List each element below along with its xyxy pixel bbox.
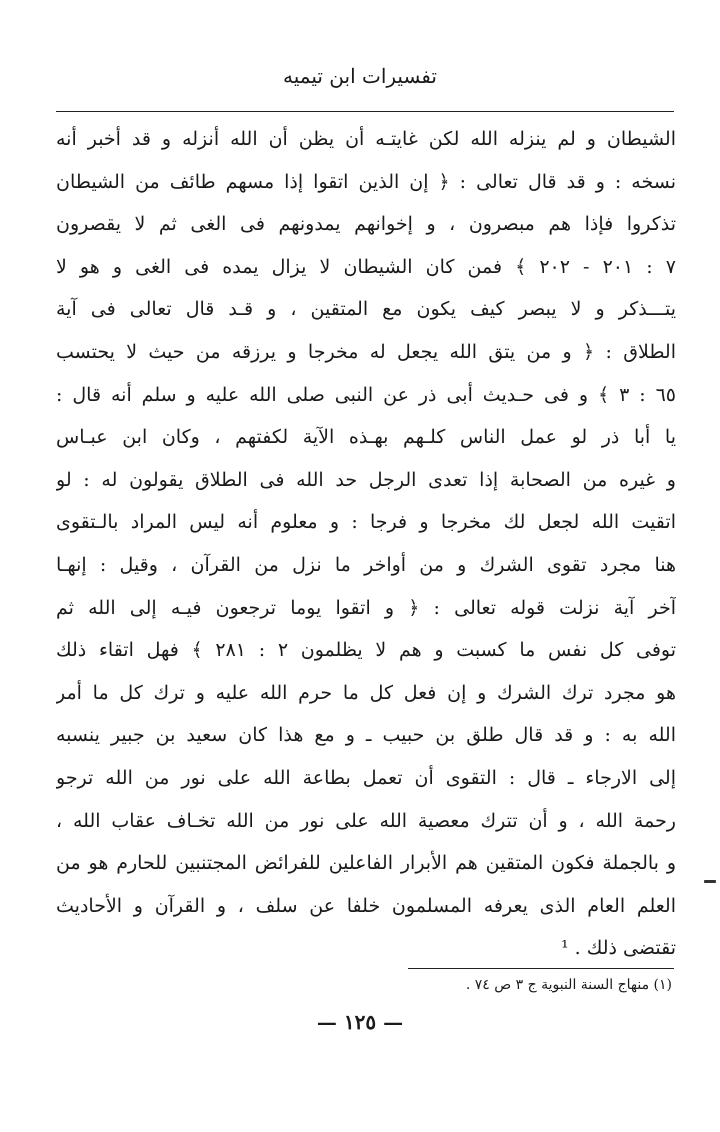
running-head: تفسيرات ابن تيميه xyxy=(283,64,437,88)
header-rule xyxy=(56,111,674,112)
text-line: ٦٥ : ٣ ﴾ و فى حـديث أبى ذر عن النبى صلى الله عليه و سلم أنه قال : xyxy=(56,383,676,406)
text-line: و بالجملة فكون المتقين هم الأبرار الفاعلين للفرائض المجتنبين للحارم هو من xyxy=(56,852,676,875)
text-line: الطلاق : ﴿ و من يتق الله يجعل له مخرجا و يرزقه من حيث لا يحتسب xyxy=(56,340,676,363)
text-line: الشيطان و لم ينزله الله لكن غايتـه أن يظن أن الله أنزله و قد أخبر أنه xyxy=(56,128,676,150)
page-number: — ١٢٥ — xyxy=(316,1010,404,1034)
text-line: هنا مجرد تقوى الشرك و من أواخر ما نزل من القرآن ، وقيل : إنهـا xyxy=(56,553,676,576)
text-line: تذكروا فإذا هم مبصرون ، و إخوانهم يمدونهم فى الغى ثم لا يقصرون xyxy=(56,213,676,236)
text-line: اتقيت الله لجعل لك مخرجا و فرجا : و معلوم أنه ليس المراد بالـتقوى xyxy=(56,511,676,534)
text-line: إلى الارجاء ـ قال : التقوى أن تعمل بطاعة الله على نور من الله ترجو xyxy=(56,766,676,789)
text-line: العلم العام الذى يعرفه المسلمون خلفا عن سلف ، و القرآن و الأحاديث xyxy=(56,894,676,917)
text-line: الله به : و قد قال طلق بن حبيب ـ و مع هذا كان سعيد بن جبير ينسبه xyxy=(56,724,676,747)
text-line: و غيره من الصحابة إذا تعدى الرجل حد الله فى الطلاق يقولون له : لو xyxy=(56,468,676,491)
text-line: آخر آية نزلت قوله تعالى : ﴿ و اتقوا يوما ترجعون فيـه إلى الله ثم xyxy=(56,596,676,619)
margin-mark xyxy=(704,880,716,883)
text-line: نسخه : و قد قال تعالى : ﴿ إن الذين اتقوا إذا مسهم طائف من الشيطان xyxy=(56,170,676,193)
text-line: يتـــذكر و لا يبصر كيف يكون مع المتقين ، و قـد قال تعالى فى آية xyxy=(56,298,676,321)
text-line: ٧ : ٢٠١ - ٢٠٢ ﴾ فمن كان الشيطان لا يزال يمده فى الغى و هو لا xyxy=(56,255,676,278)
body-text xyxy=(56,118,676,970)
footnote-rule xyxy=(408,968,674,969)
text-line: توفى كل نفس ما كسبت و هم لا يظلمون ٢ : ٢٨١ ﴾ فهل اتقاء ذلك xyxy=(56,639,676,662)
text-line: تقتضى ذلك . ¹ xyxy=(561,937,676,960)
footnote: (١) منهاج السنة النبوية ج ٣ ص ٧٤ . xyxy=(465,977,672,993)
text-line: هو مجرد ترك الشرك و إن فعل كل ما حرم الله عليه و ترك كل ما أمر xyxy=(56,681,676,704)
text-line: رحمة الله ، و أن تترك معصية الله على نور من الله تخـاف عقاب الله ، xyxy=(56,809,676,832)
text-line: يا أبا ذر لو عمل الناس كلـهم بهـذه الآية لكفتهم ، وكان ابن عبـاس xyxy=(56,426,676,449)
